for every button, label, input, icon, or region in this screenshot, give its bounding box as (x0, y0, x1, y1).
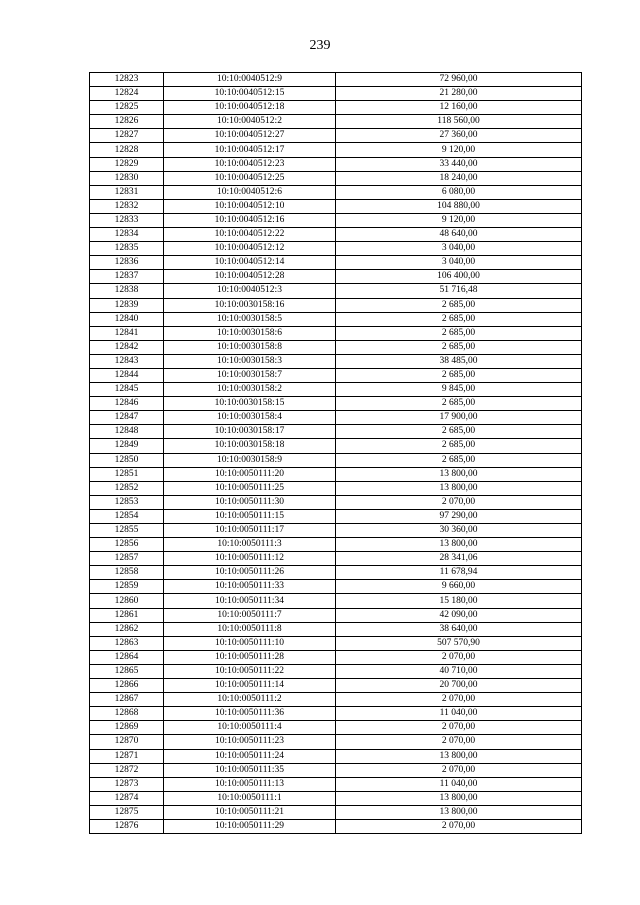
row-number-cell: 12839 (90, 298, 164, 312)
table-row (90, 354, 582, 368)
table-row (90, 383, 582, 397)
value-cell: 48 640,00 (336, 228, 582, 242)
cadastral-number-cell: 10:10:0030158:2 (164, 383, 336, 397)
cadastral-number-cell: 10:10:0030158:4 (164, 411, 336, 425)
table-row (90, 157, 582, 171)
cadastral-number-cell: 10:10:0040512:28 (164, 270, 336, 284)
row-number-cell: 12866 (90, 679, 164, 693)
cadastral-number-cell: 10:10:0050111:13 (164, 777, 336, 791)
value-cell: 2 070,00 (336, 721, 582, 735)
cadastral-number-cell: 10:10:0040512:9 (164, 73, 336, 87)
cadastral-number-cell: 10:10:0040512:3 (164, 284, 336, 298)
row-number-cell: 12860 (90, 594, 164, 608)
value-cell: 27 360,00 (336, 129, 582, 143)
table-row (90, 509, 582, 523)
table-row (90, 101, 582, 115)
table-row (90, 199, 582, 213)
row-number-cell: 12856 (90, 538, 164, 552)
value-cell: 6 080,00 (336, 185, 582, 199)
value-cell: 507 570,90 (336, 636, 582, 650)
cadastral-number-cell: 10:10:0030158:18 (164, 439, 336, 453)
row-number-cell: 12863 (90, 636, 164, 650)
table-row (90, 312, 582, 326)
row-number-cell: 12830 (90, 171, 164, 185)
table-row (90, 664, 582, 678)
table-row (90, 707, 582, 721)
value-cell: 13 800,00 (336, 538, 582, 552)
row-number-cell: 12842 (90, 340, 164, 354)
row-number-cell: 12837 (90, 270, 164, 284)
table-row (90, 566, 582, 580)
table-row (90, 298, 582, 312)
value-cell: 18 240,00 (336, 171, 582, 185)
value-cell: 2 070,00 (336, 495, 582, 509)
value-cell: 17 900,00 (336, 411, 582, 425)
value-cell: 9 845,00 (336, 383, 582, 397)
value-cell: 21 280,00 (336, 87, 582, 101)
cadastral-number-cell: 10:10:0050111:23 (164, 735, 336, 749)
row-number-cell: 12834 (90, 228, 164, 242)
table-row (90, 171, 582, 185)
value-cell: 13 800,00 (336, 805, 582, 819)
value-cell: 13 800,00 (336, 791, 582, 805)
value-cell: 11 678,94 (336, 566, 582, 580)
cadastral-number-cell: 10:10:0050111:1 (164, 791, 336, 805)
cadastral-number-cell: 10:10:0050111:7 (164, 608, 336, 622)
table-row (90, 495, 582, 509)
cadastral-number-cell: 10:10:0040512:17 (164, 143, 336, 157)
row-number-cell: 12858 (90, 566, 164, 580)
table-row (90, 270, 582, 284)
value-cell: 11 040,00 (336, 707, 582, 721)
value-cell: 38 485,00 (336, 354, 582, 368)
table-row (90, 256, 582, 270)
cadastral-number-cell: 10:10:0040512:25 (164, 171, 336, 185)
value-cell: 2 685,00 (336, 425, 582, 439)
row-number-cell: 12847 (90, 411, 164, 425)
row-number-cell: 12829 (90, 157, 164, 171)
value-cell: 13 800,00 (336, 467, 582, 481)
table-row (90, 242, 582, 256)
cadastral-number-cell: 10:10:0050111:35 (164, 763, 336, 777)
row-number-cell: 12843 (90, 354, 164, 368)
row-number-cell: 12849 (90, 439, 164, 453)
value-cell: 11 040,00 (336, 777, 582, 791)
cadastral-number-cell: 10:10:0040512:16 (164, 213, 336, 227)
row-number-cell: 12867 (90, 693, 164, 707)
cadastral-number-cell: 10:10:0040512:10 (164, 199, 336, 213)
table-body (90, 73, 582, 834)
row-number-cell: 12848 (90, 425, 164, 439)
cadastral-number-cell: 10:10:0040512:14 (164, 256, 336, 270)
cadastral-number-cell: 10:10:0050111:28 (164, 650, 336, 664)
value-cell: 2 070,00 (336, 650, 582, 664)
cadastral-number-cell: 10:10:0050111:8 (164, 622, 336, 636)
row-number-cell: 12840 (90, 312, 164, 326)
row-number-cell: 12841 (90, 326, 164, 340)
row-number-cell: 12859 (90, 580, 164, 594)
value-cell: 2 685,00 (336, 453, 582, 467)
value-cell: 9 120,00 (336, 143, 582, 157)
value-cell: 42 090,00 (336, 608, 582, 622)
value-cell: 9 660,00 (336, 580, 582, 594)
table-row (90, 693, 582, 707)
row-number-cell: 12823 (90, 73, 164, 87)
cadastral-number-cell: 10:10:0050111:26 (164, 566, 336, 580)
row-number-cell: 12835 (90, 242, 164, 256)
value-cell: 104 880,00 (336, 199, 582, 213)
cadastral-number-cell: 10:10:0030158:8 (164, 340, 336, 354)
table-row (90, 580, 582, 594)
cadastral-number-cell: 10:10:0040512:15 (164, 87, 336, 101)
value-cell: 13 800,00 (336, 481, 582, 495)
row-number-cell: 12870 (90, 735, 164, 749)
row-number-cell: 12832 (90, 199, 164, 213)
cadastral-number-cell: 10:10:0050111:17 (164, 524, 336, 538)
row-number-cell: 12850 (90, 453, 164, 467)
value-cell: 2 685,00 (336, 298, 582, 312)
value-cell: 38 640,00 (336, 622, 582, 636)
cadastral-number-cell: 10:10:0050111:10 (164, 636, 336, 650)
table-row (90, 397, 582, 411)
value-cell: 28 341,06 (336, 552, 582, 566)
cadastral-number-cell: 10:10:0040512:22 (164, 228, 336, 242)
row-number-cell: 12862 (90, 622, 164, 636)
cadastral-number-cell: 10:10:0050111:22 (164, 664, 336, 678)
row-number-cell: 12844 (90, 368, 164, 382)
table-row (90, 819, 582, 833)
value-cell: 106 400,00 (336, 270, 582, 284)
value-cell: 20 700,00 (336, 679, 582, 693)
table-row (90, 87, 582, 101)
row-number-cell: 12864 (90, 650, 164, 664)
value-cell: 2 685,00 (336, 368, 582, 382)
row-number-cell: 12854 (90, 509, 164, 523)
value-cell: 33 440,00 (336, 157, 582, 171)
table-row (90, 777, 582, 791)
table-row (90, 213, 582, 227)
cadastral-number-cell: 10:10:0030158:15 (164, 397, 336, 411)
table-row (90, 749, 582, 763)
row-number-cell: 12845 (90, 383, 164, 397)
row-number-cell: 12852 (90, 481, 164, 495)
row-number-cell: 12826 (90, 115, 164, 129)
row-number-cell: 12838 (90, 284, 164, 298)
table-row (90, 129, 582, 143)
table-row (90, 538, 582, 552)
cadastral-number-cell: 10:10:0050111:12 (164, 552, 336, 566)
cadastral-number-cell: 10:10:0030158:6 (164, 326, 336, 340)
table-row (90, 524, 582, 538)
row-number-cell: 12865 (90, 664, 164, 678)
value-cell: 2 070,00 (336, 763, 582, 777)
table-row (90, 73, 582, 87)
table-row (90, 763, 582, 777)
table-row (90, 735, 582, 749)
table-row (90, 467, 582, 481)
value-cell: 2 070,00 (336, 693, 582, 707)
row-number-cell: 12827 (90, 129, 164, 143)
cadastral-number-cell: 10:10:0050111:30 (164, 495, 336, 509)
table-row (90, 679, 582, 693)
row-number-cell: 12831 (90, 185, 164, 199)
table-row (90, 650, 582, 664)
value-cell: 40 710,00 (336, 664, 582, 678)
value-cell: 2 685,00 (336, 439, 582, 453)
cadastral-number-cell: 10:10:0040512:18 (164, 101, 336, 115)
cadastral-number-cell: 10:10:0040512:12 (164, 242, 336, 256)
table-row (90, 228, 582, 242)
row-number-cell: 12857 (90, 552, 164, 566)
cadastral-number-cell: 10:10:0030158:7 (164, 368, 336, 382)
cadastral-number-cell: 10:10:0050111:15 (164, 509, 336, 523)
table-row (90, 284, 582, 298)
table-row (90, 326, 582, 340)
row-number-cell: 12853 (90, 495, 164, 509)
cadastral-number-cell: 10:10:0040512:6 (164, 185, 336, 199)
value-cell: 3 040,00 (336, 242, 582, 256)
cadastral-number-cell: 10:10:0040512:2 (164, 115, 336, 129)
row-number-cell: 12828 (90, 143, 164, 157)
row-number-cell: 12825 (90, 101, 164, 115)
table-row (90, 115, 582, 129)
table-row (90, 594, 582, 608)
table-row (90, 185, 582, 199)
row-number-cell: 12851 (90, 467, 164, 481)
cadastral-number-cell: 10:10:0050111:4 (164, 721, 336, 735)
value-cell: 2 685,00 (336, 326, 582, 340)
cadastral-number-cell: 10:10:0030158:16 (164, 298, 336, 312)
row-number-cell: 12833 (90, 213, 164, 227)
row-number-cell: 12861 (90, 608, 164, 622)
table-row (90, 368, 582, 382)
cadastral-number-cell: 10:10:0050111:25 (164, 481, 336, 495)
value-cell: 72 960,00 (336, 73, 582, 87)
table-row (90, 439, 582, 453)
value-cell: 12 160,00 (336, 101, 582, 115)
value-cell: 118 560,00 (336, 115, 582, 129)
cadastral-number-cell: 10:10:0050111:36 (164, 707, 336, 721)
table-row (90, 425, 582, 439)
value-cell: 13 800,00 (336, 749, 582, 763)
cadastral-number-cell: 10:10:0050111:21 (164, 805, 336, 819)
value-cell: 2 070,00 (336, 819, 582, 833)
table-row (90, 791, 582, 805)
cadastral-number-cell: 10:10:0050111:2 (164, 693, 336, 707)
table-row (90, 143, 582, 157)
value-cell: 2 685,00 (336, 397, 582, 411)
data-table (89, 72, 582, 834)
cadastral-number-cell: 10:10:0050111:29 (164, 819, 336, 833)
value-cell: 2 685,00 (336, 340, 582, 354)
value-cell: 2 685,00 (336, 312, 582, 326)
table-row (90, 721, 582, 735)
cadastral-number-cell: 10:10:0050111:3 (164, 538, 336, 552)
cadastral-number-cell: 10:10:0030158:17 (164, 425, 336, 439)
row-number-cell: 12869 (90, 721, 164, 735)
table-row (90, 622, 582, 636)
row-number-cell: 12871 (90, 749, 164, 763)
table-row (90, 481, 582, 495)
table-row (90, 636, 582, 650)
table-row (90, 411, 582, 425)
cadastral-number-cell: 10:10:0040512:23 (164, 157, 336, 171)
cadastral-number-cell: 10:10:0050111:24 (164, 749, 336, 763)
page-number: 239 (309, 38, 331, 53)
cadastral-number-cell: 10:10:0030158:9 (164, 453, 336, 467)
table-row (90, 340, 582, 354)
row-number-cell: 12868 (90, 707, 164, 721)
cadastral-number-cell: 10:10:0050111:20 (164, 467, 336, 481)
value-cell: 3 040,00 (336, 256, 582, 270)
value-cell: 97 290,00 (336, 509, 582, 523)
row-number-cell: 12876 (90, 819, 164, 833)
cadastral-number-cell: 10:10:0050111:14 (164, 679, 336, 693)
row-number-cell: 12836 (90, 256, 164, 270)
value-cell: 9 120,00 (336, 213, 582, 227)
table-row (90, 552, 582, 566)
value-cell: 15 180,00 (336, 594, 582, 608)
table-row (90, 608, 582, 622)
row-number-cell: 12855 (90, 524, 164, 538)
row-number-cell: 12824 (90, 87, 164, 101)
cadastral-number-cell: 10:10:0040512:27 (164, 129, 336, 143)
cadastral-number-cell: 10:10:0030158:3 (164, 354, 336, 368)
cadastral-number-cell: 10:10:0030158:5 (164, 312, 336, 326)
row-number-cell: 12875 (90, 805, 164, 819)
table-row (90, 805, 582, 819)
value-cell: 30 360,00 (336, 524, 582, 538)
cadastral-number-cell: 10:10:0050111:33 (164, 580, 336, 594)
cadastral-number-cell: 10:10:0050111:34 (164, 594, 336, 608)
row-number-cell: 12874 (90, 791, 164, 805)
value-cell: 2 070,00 (336, 735, 582, 749)
table-row (90, 453, 582, 467)
value-cell: 51 716,48 (336, 284, 582, 298)
row-number-cell: 12873 (90, 777, 164, 791)
row-number-cell: 12846 (90, 397, 164, 411)
row-number-cell: 12872 (90, 763, 164, 777)
